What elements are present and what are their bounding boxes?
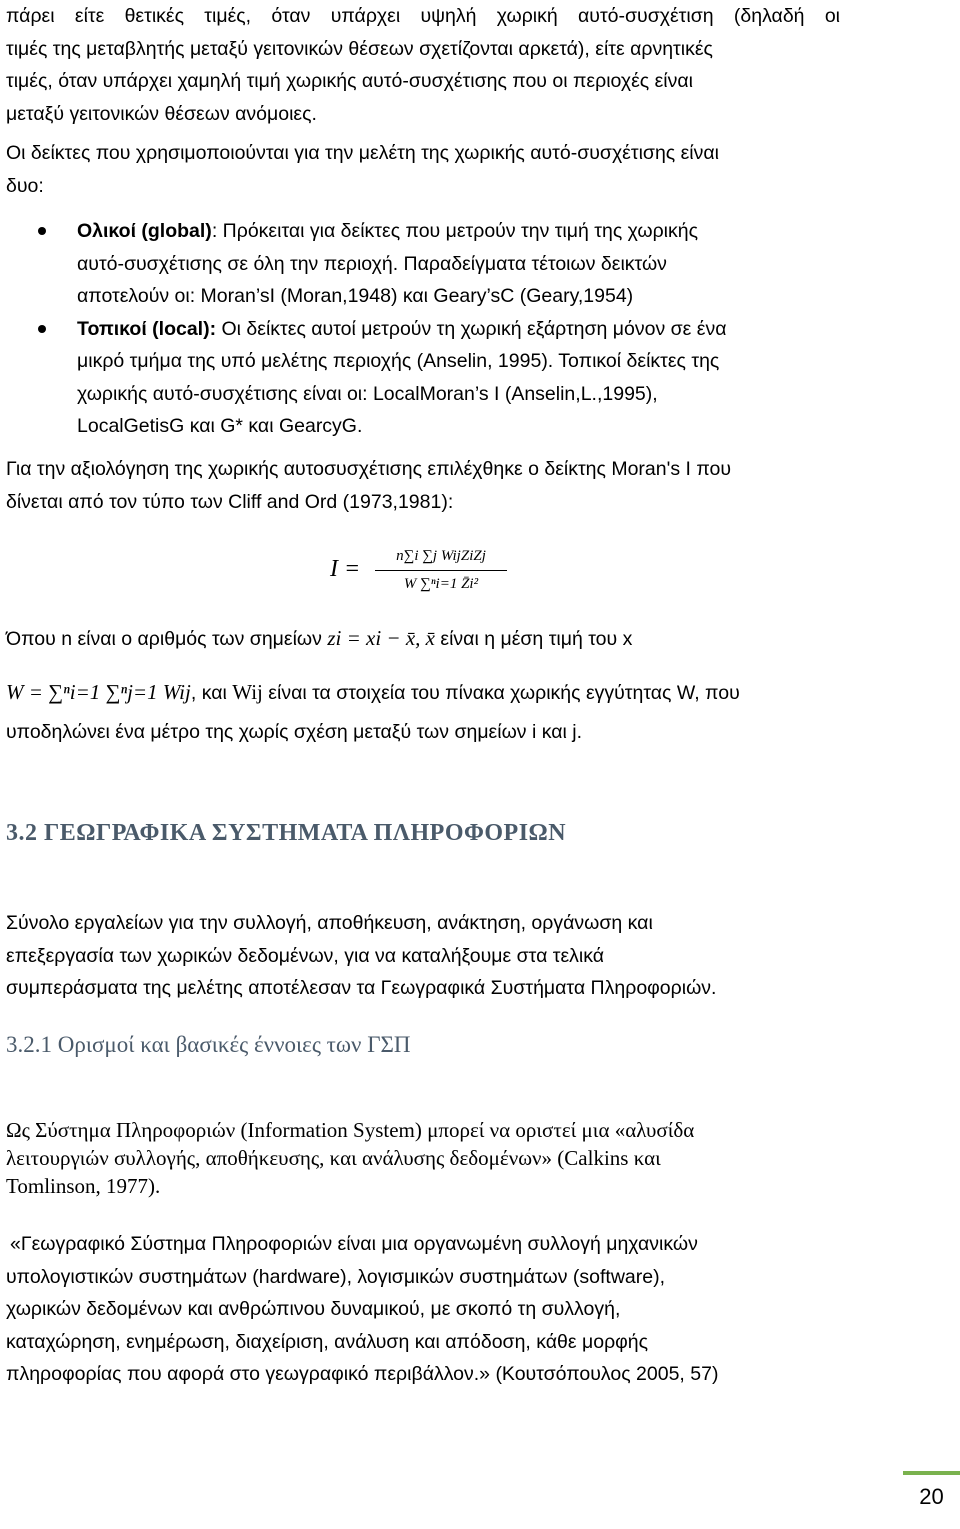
formula-numerator: n∑i ∑j WijZiZj — [396, 548, 486, 564]
where-text: Όπου n είναι ο αριθμός των σημείων — [6, 628, 328, 650]
bullet-item-local — [38, 313, 840, 443]
bullet-term-local: Τοπικοί (local): — [77, 317, 217, 340]
bullet-dot-icon — [38, 325, 46, 333]
indices-bullet-list — [38, 215, 840, 443]
bullet-dot-icon — [38, 227, 46, 235]
indices-intro-line: δυο: — [6, 174, 44, 197]
moran-intro-line: δίνεται από τον τύπο των Cliff and Ord (1973,1981): — [6, 490, 454, 513]
bullet-term-separator: : — [211, 220, 218, 242]
w-definition — [6, 676, 840, 748]
indices-intro-line: Οι δείκτες που χρησιμοποιούνται για την μελέτη της χωρικής αυτό-συσχέτισης είναι — [6, 142, 719, 164]
definition-line: λειτουργιών συλλογής, αποθήκευσης, και ανάλυσης δεδομένων» (Calkins και — [6, 1146, 661, 1170]
definition-line: Ως Σύστημα Πληροφοριών (Information System) μπορεί να οριστεί μια «αλυσίδα — [6, 1118, 695, 1142]
intro-line: πάρει είτε θετικές τιμές, όταν υπάρχει υψηλή χωρική αυτό-συσχέτιση (δηλαδή οι — [6, 5, 840, 27]
quote-line: καταχώρηση, ενημέρωση, διαχείριση, ανάλυση και απόδοση, κάθε μορφής — [6, 1330, 649, 1353]
quote-line: πληροφορίας που αφορά στο γεωγραφικό περιβάλλον.» (Κουτσόπουλος 2005, 57) — [6, 1363, 719, 1385]
quote-paragraph — [6, 1228, 840, 1391]
bullet-line: LocalGetisG και G* και GearcyG. — [77, 415, 363, 437]
w-line-2: υποδηλώνει ένα μέτρο της χωρίς σχέση μεταξύ των σημείων i και j. — [6, 720, 583, 743]
moran-intro-paragraph — [6, 453, 840, 518]
where-text-end: είναι η μέση τιμή του x — [434, 628, 633, 650]
wij-math: Wij — [232, 680, 263, 704]
gis-intro-paragraph — [6, 907, 840, 1005]
bullet-line: Πρόκειται για δείκτες που μετρούν την τιμή της χωρικής — [217, 220, 698, 242]
bullet-line: χωρικής αυτό-συσχέτισης είναι οι: LocalMoran’s I (Anselin,L.,1995), — [77, 382, 658, 405]
bullet-term-global: Ολικοί (global) — [77, 220, 212, 242]
gis-intro-line: Σύνολο εργαλείων για την συλλογή, αποθήκευση, ανάκτηση, οργάνωση και — [6, 912, 653, 934]
where-math: zi = xi − x̄, x̄ — [327, 626, 435, 650]
bullet-line: μικρό τμήμα της υπό μελέτης περιοχής (Anselin, 1995). Τοπικοί δείκτες της — [77, 350, 720, 372]
intro-paragraph — [6, 0, 840, 130]
formula-denominator: W ∑ⁿi=1 Z̄i² — [403, 576, 479, 592]
formula-lhs: I = — [330, 556, 361, 582]
gis-intro-line: συμπεράσματα της μελέτης αποτέλεσαν τα Γεωγραφικά Συστήματα Πληροφοριών. — [6, 977, 717, 999]
intro-line: τιμές, όταν υπάρχει χαμηλή τιμή χωρικής αυτό-συσχέτισης που οι περιοχές είναι — [6, 70, 693, 92]
page-number: 20 — [903, 1471, 960, 1523]
subsection-heading: 3.2.1 Ορισμοί και βασικές έννοιες των ΓΣΠ — [6, 1032, 411, 1057]
fraction-bar — [375, 570, 507, 571]
where-line — [6, 622, 906, 656]
bullet-line: αυτό-συσχέτισης σε όλη την περιοχή. Παραδείγματα τέτοιων δεικτών — [77, 252, 667, 275]
gis-intro-line: επεξεργασία των χωρικών δεδομένων, για να καταλήξουμε στα τελικά — [6, 944, 605, 967]
quote-line: χωρικών δεδομένων και ανθρώπινου δυναμικού, με σκοπό τη συλλογή, — [6, 1298, 621, 1320]
section-heading: 3.2 ΓΕΩΓΡΑΦΙΚΑ ΣΥΣΤΗΜΑΤΑ ΠΛΗΡΟΦΟΡΙΩΝ — [6, 820, 567, 846]
indices-intro-paragraph — [6, 137, 840, 202]
w-math: W = ∑ⁿi=1 ∑ⁿj=1 Wij — [6, 680, 191, 704]
formula-fraction — [371, 543, 511, 596]
definition-line: Tomlinson, 1977). — [6, 1174, 161, 1198]
w-text: , και — [190, 682, 233, 704]
w-text-end: είναι τα στοιχεία του πίνακα χωρικής εγγύτητας W, που — [262, 682, 740, 704]
definition-paragraph — [6, 1116, 840, 1200]
quote-line: υπολογιστικών συστημάτων (hardware), λογισμικών συστημάτων (software), — [6, 1265, 666, 1288]
moran-intro-line: Για την αξιολόγηση της χωρικής αυτοσυσχέτισης επιλέχθηκε ο δείκτης Moran's I που — [6, 458, 732, 480]
bullet-line: αποτελούν οι: Moran’sI (Moran,1948) και Geary’sC (Geary,1954) — [77, 285, 634, 307]
bullet-item-global — [38, 215, 840, 313]
bullet-line: Οι δείκτες αυτοί μετρούν τη χωρική εξάρτηση μόνον σε ένα — [216, 317, 727, 340]
intro-line: μεταξύ γειτονικών θέσεων ανόμοιες. — [6, 102, 317, 125]
intro-line: τιμές της μεταβλητής μεταξύ γειτονικών θέσεων σχετίζονται αρκετά), είτε αρνητικές — [6, 37, 713, 60]
quote-line: «Γεωγραφικό Σύστημα Πληροφοριών είναι μια οργανωμένη συλλογή μηχανικών — [10, 1233, 698, 1255]
